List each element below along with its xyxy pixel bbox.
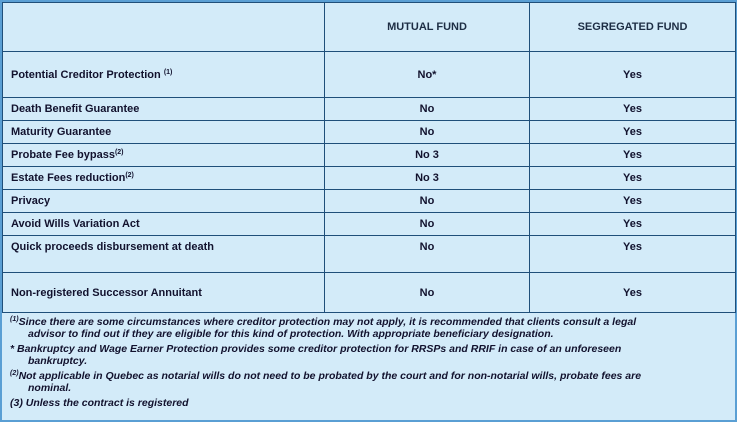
row-label: Avoid Wills Variation Act [3,213,325,236]
row-label: Quick proceeds disbursement at death [3,236,325,273]
table-row [3,236,736,273]
segregated-value: Yes [530,52,736,98]
footnote-marker: (1) [163,68,173,76]
header-mutual-fund: MUTUAL FUND [325,3,530,52]
segregated-value: Yes [530,167,736,190]
table-header-row [3,3,736,52]
footnotes [2,313,735,409]
mutual-value: No [325,273,530,313]
row-label: Estate Fees reduction$^{(2)}$ [3,167,325,190]
footnote-marker: (1) [10,316,19,323]
table-row [3,213,736,236]
footnote-1: $^{(1)}$Since there are some circumstances where creditor protection may not apply, it is recommended that clients consult a legal advisor to find out if they are eligible for this kind of protection. With appropriate beneficiary designation. [10,316,637,340]
mutual-value: No [325,190,530,213]
mutual-value: No [325,98,530,121]
footnote-marker: (2) [125,172,134,179]
segregated-value: Yes [530,213,736,236]
mutual-value: No [325,236,530,273]
mutual-value: No [325,121,530,144]
footnote-asterisk: * Bankruptcy and Wage Earner Protection provides some creditor protection for RRSPs and RRIF in case of an unforeseen bankruptcy. [10,343,622,367]
table-row [3,167,736,190]
table-row [3,273,736,313]
row-label: Probate Fee bypass$^{(2)}$ [3,144,325,167]
segregated-value: Yes [530,273,736,313]
segregated-value: Yes [530,121,736,144]
header-feature-cell [3,3,325,52]
fund-comparison-table [2,2,736,313]
table-row [3,52,736,98]
row-label: Potential Creditor Protection $^{(1)}$ [3,52,325,98]
footnote-marker: (2) [114,149,124,156]
mutual-value: No 3 [325,144,530,167]
segregated-value: Yes [530,98,736,121]
footnote-2: $^{(2)}$Not applicable in Quebec as notarial wills do not need to be probated by the court and for non-notarial wills, probate fees are nominal. [10,370,642,394]
mutual-value: No* [325,52,530,98]
segregated-value: Yes [530,144,736,167]
table-row [3,190,736,213]
row-label: Non-registered Successor Annuitant [3,273,325,313]
table-row [3,98,736,121]
table-row [3,144,736,167]
footnote-marker: (2) [10,370,19,377]
header-segregated-fund: SEGREGATED FUND [530,3,736,52]
mutual-value: No 3 [325,167,530,190]
table-row [3,121,736,144]
segregated-value: Yes [530,190,736,213]
row-label: Death Benefit Guarantee [3,98,325,121]
row-label: Maturity Guarantee [3,121,325,144]
mutual-value: No [325,213,530,236]
segregated-value: Yes [530,236,736,273]
footnote-3: (3) Unless the contract is registered [10,397,189,409]
row-label: Privacy [3,190,325,213]
